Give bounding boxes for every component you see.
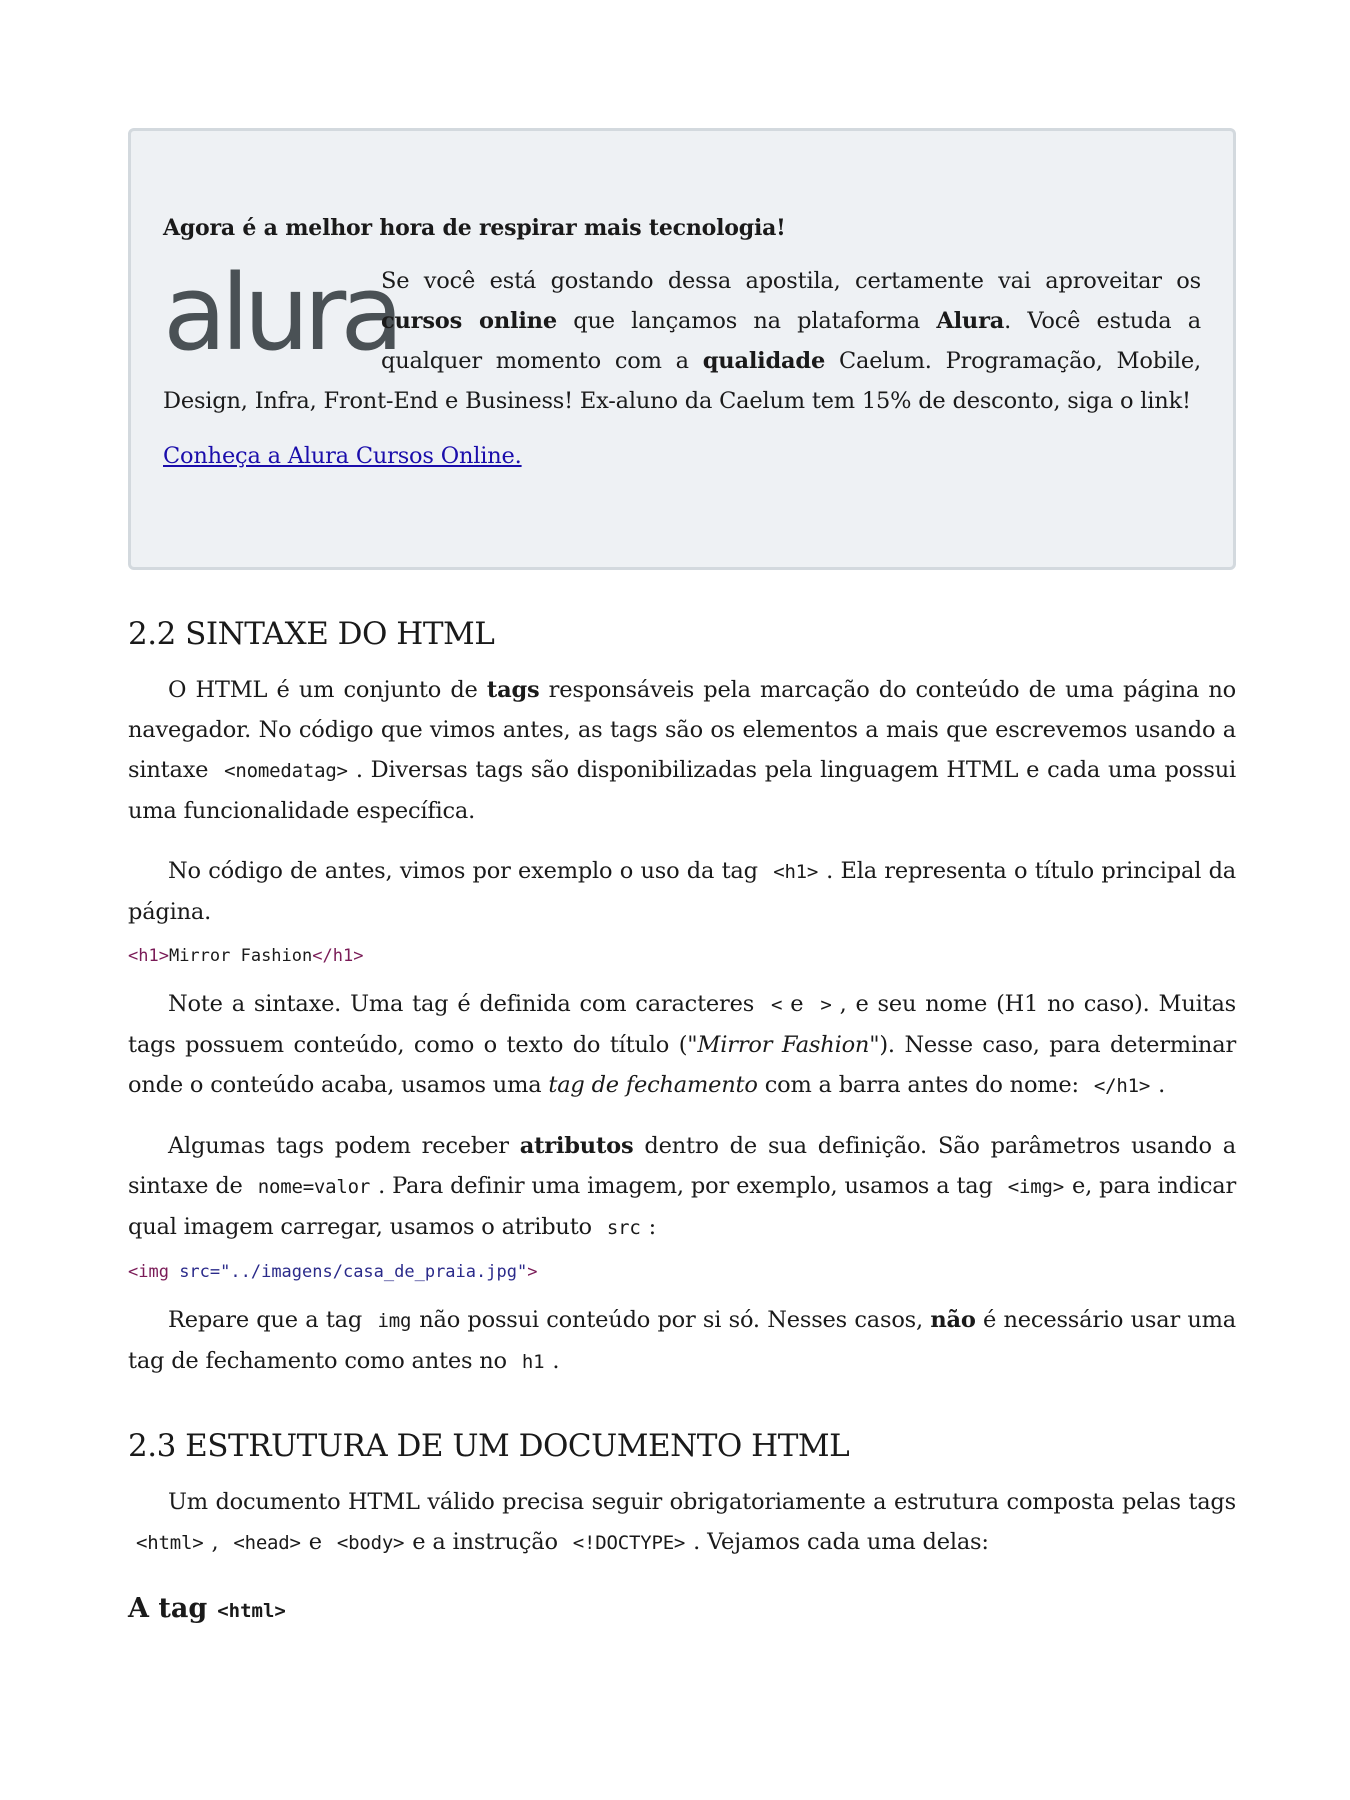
alura-logo-text: alura xyxy=(163,252,399,374)
alura-courses-link[interactable]: Conheça a Alura Cursos Online. xyxy=(163,443,522,469)
paragraph: Algumas tags podem receber atributos dentro de sua definição. São parâmetros usando a sintaxe de nome=valor . Para definir uma imagem, por exemplo, usamos a tag <img> e, para indicar qual imagem carregar, usamos o atributo src : xyxy=(128,1133,1237,1240)
inline-code: h1 xyxy=(521,1351,545,1373)
inline-code: </h1> xyxy=(1093,1075,1151,1097)
subheading-html-tag: A tag <html> xyxy=(128,1593,286,1624)
inline-code: <nomedatag> xyxy=(224,760,348,782)
code-block-img: <img src="../imagens/casa_de_praia.jpg"> xyxy=(128,1262,538,1282)
inline-code: < xyxy=(771,994,783,1016)
promo-title: Agora é a melhor hora de respirar mais tecnologia! xyxy=(163,215,786,241)
inline-code: > xyxy=(820,994,832,1016)
inline-code: <img> xyxy=(1007,1176,1064,1198)
inline-code: <head> xyxy=(233,1532,301,1554)
inline-code: src xyxy=(606,1217,641,1239)
promo-text: Se você está gostando dessa apostila, certamente vai aproveitar os cursos online que lançamos na plataforma Alura. Você estuda a qualquer momento com a qualidade Caelum. Programação, Mobile, Design, Infra, Front-End e Business! Ex-aluno da Caelum tem 15% de desconto, siga o link! xyxy=(163,268,1202,414)
code-block-h1: <h1>Mirror Fashion</h1> xyxy=(128,946,364,966)
inline-code: <!DOCTYPE> xyxy=(572,1532,686,1554)
inline-code: img xyxy=(377,1310,412,1332)
paragraph: Um documento HTML válido precisa seguir obrigatoriamente a estrutura composta pelas tags <html> , <head> e <body> e a instrução <!DOCTYPE> . Vejamos cada uma delas: xyxy=(128,1482,1236,1563)
paragraph: O HTML é um conjunto de tags responsáveis pela marcação do conteúdo de uma página no navegador. No código que vimos antes, as tags são os elementos a mais que escrevemos usando a sintaxe <nomedatag> . Diversas tags são disponibilizadas pela linguagem HTML e cada uma possui uma funcionalidade específica. xyxy=(128,677,1237,824)
section-heading-syntax: 2.2 SINTAXE DO HTML xyxy=(128,616,495,652)
inline-code: nome=valor xyxy=(257,1176,371,1198)
section-heading-structure: 2.3 ESTRUTURA DE UM DOCUMENTO HTML xyxy=(128,1428,850,1464)
alura-promo-box xyxy=(128,128,1236,570)
paragraph: No código de antes, vimos por exemplo o uso da tag <h1> . Ela representa o título principal da página. xyxy=(128,858,1236,925)
inline-code: <html> xyxy=(136,1532,204,1554)
inline-code: <body> xyxy=(336,1532,405,1554)
alura-logo xyxy=(163,252,399,374)
paragraph: Repare que a tag img não possui conteúdo por si só. Nesses casos, não é necessário usar uma tag de fechamento como antes no h1 . xyxy=(128,1307,1237,1374)
inline-code: <h1> xyxy=(773,861,819,883)
paragraph: Note a sintaxe. Uma tag é definida com caracteres < e > , e seu nome (H1 no caso). Muitas tags possuem conteúdo, como o texto do título ("Mirror Fashion"). Nesse caso, para determinar onde o conteúdo acaba, usamos uma tag de fechamento com a barra antes do nome: </h1> . xyxy=(128,991,1237,1098)
page-content xyxy=(128,128,1236,1624)
